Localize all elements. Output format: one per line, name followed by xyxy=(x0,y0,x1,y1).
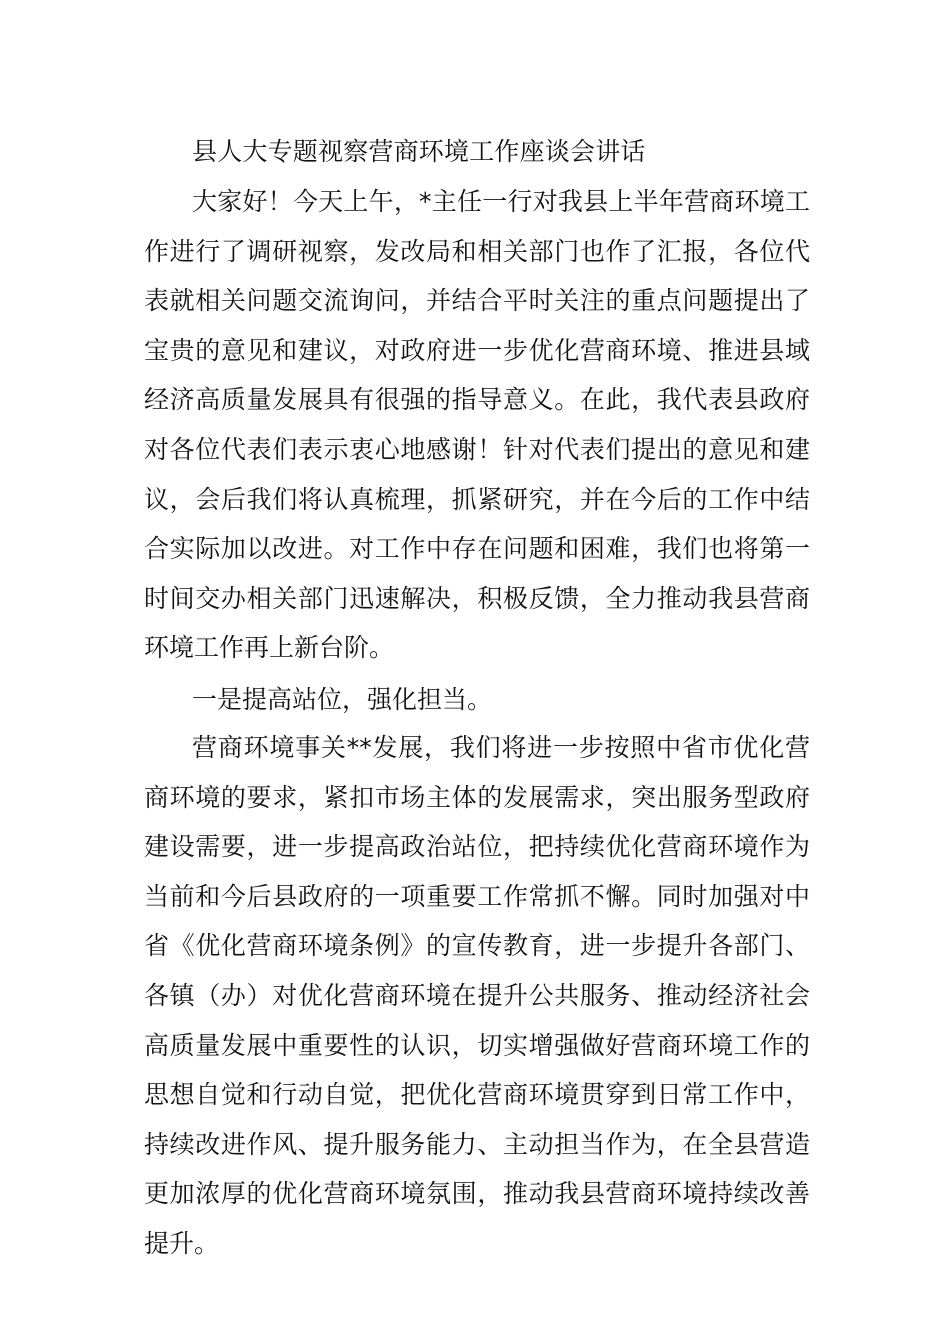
paragraph-section-heading: 一是提高站位，强化担当。 xyxy=(192,685,493,714)
paragraph-greeting: 大家好！今天上午，*主任一行对我县上半年营商环境工作进行了调研视察，发改局和相关部门也作了汇报，各位代表就相关问题交流询问，并结合平时关注的重点问题提出了宝贵的意见和建议，对政府进一步优化营商环境、推进县域经济高质量发展具有很强的指导意义。在此，我代表县政府对各位代表们表示衷心地感谢！针对代表们提出的意见和建议，会后我们将认真梳理，抓紧研究，并在今后的工作中结合实际加以改进。对工作中存在问题和困难，我们也将第一时间交办相关部门迅速解决，积极反馈，全力推动我县营商环境工作再上新台阶。 xyxy=(144,187,810,663)
document-title: 县人大专题视察营商环境工作座谈会讲话 xyxy=(192,137,646,166)
paragraph-section-body: 营商环境事关**发展，我们将进一步按照中省市优化营商环境的要求，紧扣市场主体的发展需求，突出服务型政府建设需要，进一步提高政治站位，把持续优化营商环境作为当前和今后县政府的一项重要工作常抓不懈。同时加强对中省《优化营商环境条例》的宣传教育，进一步提升各部门、各镇（办）对优化营商环境在提升公共服务、推动经济社会高质量发展中重要性的认识，切实增强做好营商环境工作的思想自觉和行动自觉，把优化营商环境贯穿到日常工作中，持续改进作风、提升服务能力、主动担当作为，在全县营造更加浓厚的优化营商环境氛围，推动我县营商环境持续改善提升。 xyxy=(144,733,810,1258)
